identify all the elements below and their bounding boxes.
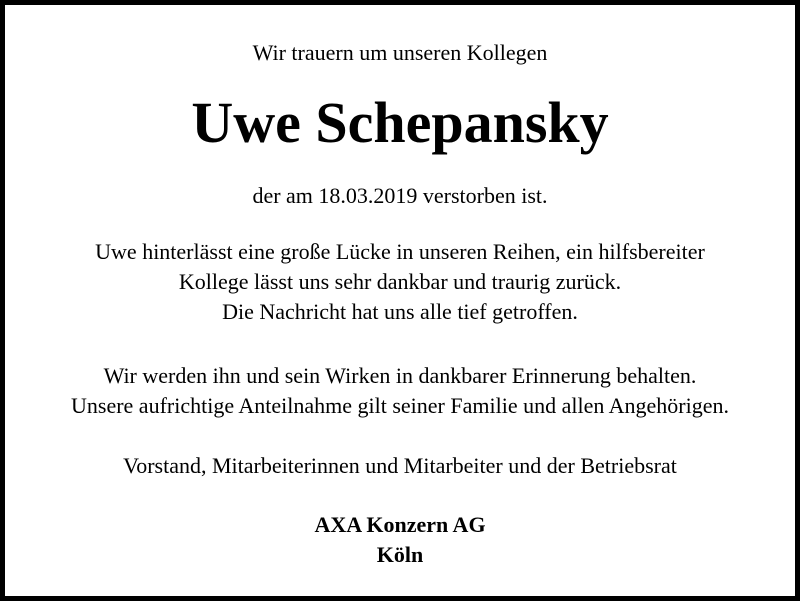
condolence-paragraph [5,361,795,421]
signers-text: Vorstand, Mitarbeiterinnen und Mitarbeiter und der Betriebsrat [123,453,677,478]
tribute-line: Kollege lässt uns sehr dankbar und traurig zurück. [178,269,622,294]
tribute-paragraph [5,237,795,327]
company-name: AXA Konzern AG [314,512,486,537]
condolence-line: Wir werden ihn und sein Wirken in dankbarer Erinnerung behalten. [103,363,697,388]
deceased-name: Uwe Schepansky [191,90,609,155]
condolence-line: Unsere aufrichtige Anteilnahme gilt seiner Familie und allen Angehörigen. [71,393,729,418]
company-city: Köln [376,542,424,567]
death-date-text: der am 18.03.2019 verstorben ist. [252,183,548,208]
tribute-line: Uwe hinterlässt eine große Lücke in unseren Reihen, ein hilfsbereiter [95,239,705,264]
tribute-line: Die Nachricht hat uns alle tief getroffen. [222,299,578,324]
intro-text: Wir trauern um unseren Kollegen [252,40,548,65]
